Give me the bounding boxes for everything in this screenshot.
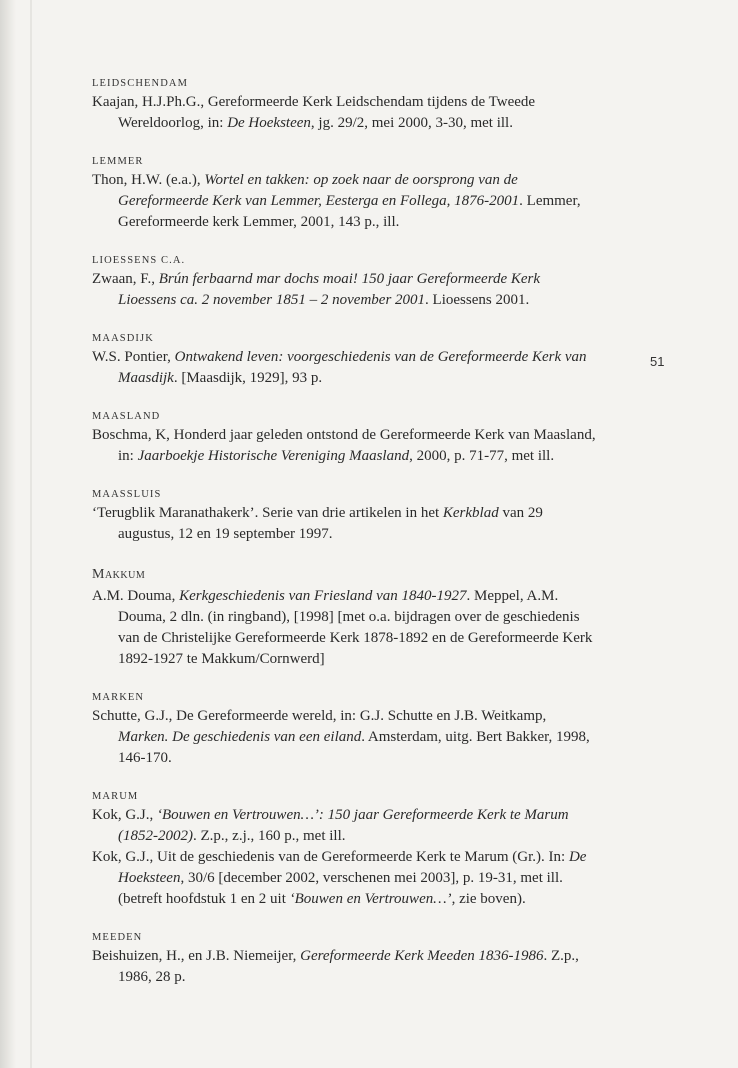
reference-title: Gereformeerde Kerk Meeden 1836-1986 (300, 948, 544, 964)
reference-segment: Kok, G.J., Uit de geschiedenis van de Gereformeerde Kerk te Marum (Gr.). In: (92, 849, 569, 865)
reference-segment: . Lemmer, Gereformeerde kerk Lemmer, 2001, 143 p., ill. (118, 193, 581, 230)
reference-segment: Zwaan, F., (92, 271, 159, 287)
reference-text (92, 347, 597, 389)
reference-segment: Schutte, G.J., De Gereformeerde wereld, in: G.J. Schutte en J.B. Weitkamp, (92, 708, 547, 724)
reference-segment: W.S. Pontier, (92, 349, 175, 365)
reference-title: Kerkblad (442, 505, 499, 521)
reference-title: Jaarboekje Historische Vereniging Maasland (137, 448, 410, 464)
entry-heading: MAASSLUIS (92, 489, 162, 500)
bibliography-entry (92, 156, 597, 233)
reference-segment: . Amsterdam, uitg. Bert Bakker, 1998, 146-170. (118, 729, 590, 766)
bibliography-entry (92, 791, 597, 910)
reference-title: Brún ferbaarnd mar dochs moai! 150 jaar Gereformeerde Kerk Lioessens ca. 2 november 1851 – 2 november 2001 (118, 271, 541, 308)
reference-segment: , 30/6 [december 2002, verschenen mei 2003], p. 19-31, met ill. (betreft hoofdstuk 1 en 2 uit (118, 870, 563, 907)
reference-text (92, 503, 597, 545)
reference-text (92, 170, 597, 233)
reference-segment: Boschma, K, Honderd jaar geleden ontstond de Gereformeerde Kerk van Maasland, in: (92, 427, 596, 464)
bibliography-entry (92, 567, 597, 670)
reference-text (92, 586, 597, 670)
reference-segment: , 2000, p. 71-77, met ill. (409, 448, 555, 464)
entry-heading: Makkum (92, 567, 146, 582)
entry-heading: MAASDIJK (92, 333, 154, 344)
reference-title: Ontwakend leven: voorgeschiedenis van de Gereformeerde Kerk van Maasdijk (118, 349, 587, 386)
reference-segment: Kaajan, H.J.Ph.G., Gereformeerde Kerk Leidschendam tijdens de Tweede Wereldoorlog, in: (92, 94, 536, 131)
bibliography-entry (92, 255, 597, 311)
reference-title: ‘Bouwen en Vertrouwen…’ (289, 891, 452, 907)
page-fold-line (30, 0, 32, 1068)
reference-text (92, 269, 597, 311)
entry-heading: MARUM (92, 791, 139, 802)
entry-heading: MARKEN (92, 692, 145, 703)
reference-segment: . Meppel, A.M. Douma, 2 dln. (in ringband), [1998] [met o.a. bijdragen over de geschiedenis van de Christelijke Gereformeerde Kerk 1878-1892 en de Gereformeerde Kerk 1892-1927 te Makkum/Cornwerd] (118, 588, 593, 667)
reference-text (92, 706, 597, 769)
reference-segment: Beishuizen, H., en J.B. Niemeijer, (92, 948, 301, 964)
bibliography-entry (92, 489, 597, 545)
entry-heading: MEEDEN (92, 932, 143, 943)
bibliography-entry (92, 78, 597, 134)
reference-text (92, 425, 597, 467)
reference-text (92, 805, 597, 847)
reference-title: De Hoeksteen (227, 115, 311, 131)
reference-segment: Kok, G.J., (92, 807, 158, 823)
reference-text (92, 847, 597, 910)
reference-segment: . Lioessens 2001. (425, 292, 530, 308)
reference-segment: . Z.p., z.j., 160 p., met ill. (193, 828, 346, 844)
reference-title: Marken. De geschiedenis van een eiland (118, 729, 362, 745)
reference-title: Kerkgeschiedenis van Friesland van 1840-1927 (179, 588, 467, 604)
reference-segment: van 29 augustus, 12 en 19 september 1997. (118, 505, 543, 542)
entry-heading: LEMMER (92, 156, 144, 167)
bibliography-entry (92, 333, 597, 389)
page-number: 51 (650, 354, 665, 369)
reference-segment: , zie boven). (451, 891, 526, 907)
reference-text (92, 946, 597, 988)
bibliography-entry (92, 411, 597, 467)
reference-segment: . [Maasdijk, 1929], 93 p. (173, 370, 323, 386)
entry-heading: MAASLAND (92, 411, 161, 422)
page-gutter-shadow (0, 0, 16, 1068)
reference-segment: ‘Terugblik Maranathakerk’. Serie van drie artikelen in het (92, 505, 443, 521)
entry-heading: LIOESSENS C.A. (92, 255, 186, 266)
reference-segment: A.M. Douma, (92, 588, 180, 604)
reference-title: ‘Bouwen en Vertrouwen…’: 150 jaar Gereformeerde Kerk te Marum (1852-2002) (118, 807, 569, 844)
bibliography-list (92, 78, 597, 1010)
bibliography-entry (92, 932, 597, 988)
reference-segment: . Z.p., 1986, 28 p. (118, 948, 579, 985)
reference-title: Wortel en takken: op zoek naar de oorsprong van de Gereformeerde Kerk van Lemmer, Eesterga en Follega, 1876-2001 (118, 172, 520, 209)
reference-segment: , jg. 29/2, mei 2000, 3-30, met ill. (310, 115, 513, 131)
bibliography-entry (92, 692, 597, 769)
reference-title: De Hoeksteen (118, 849, 587, 886)
reference-text (92, 92, 597, 134)
reference-segment: Thon, H.W. (e.a.), (92, 172, 205, 188)
entry-heading: LEIDSCHENDAM (92, 78, 189, 89)
